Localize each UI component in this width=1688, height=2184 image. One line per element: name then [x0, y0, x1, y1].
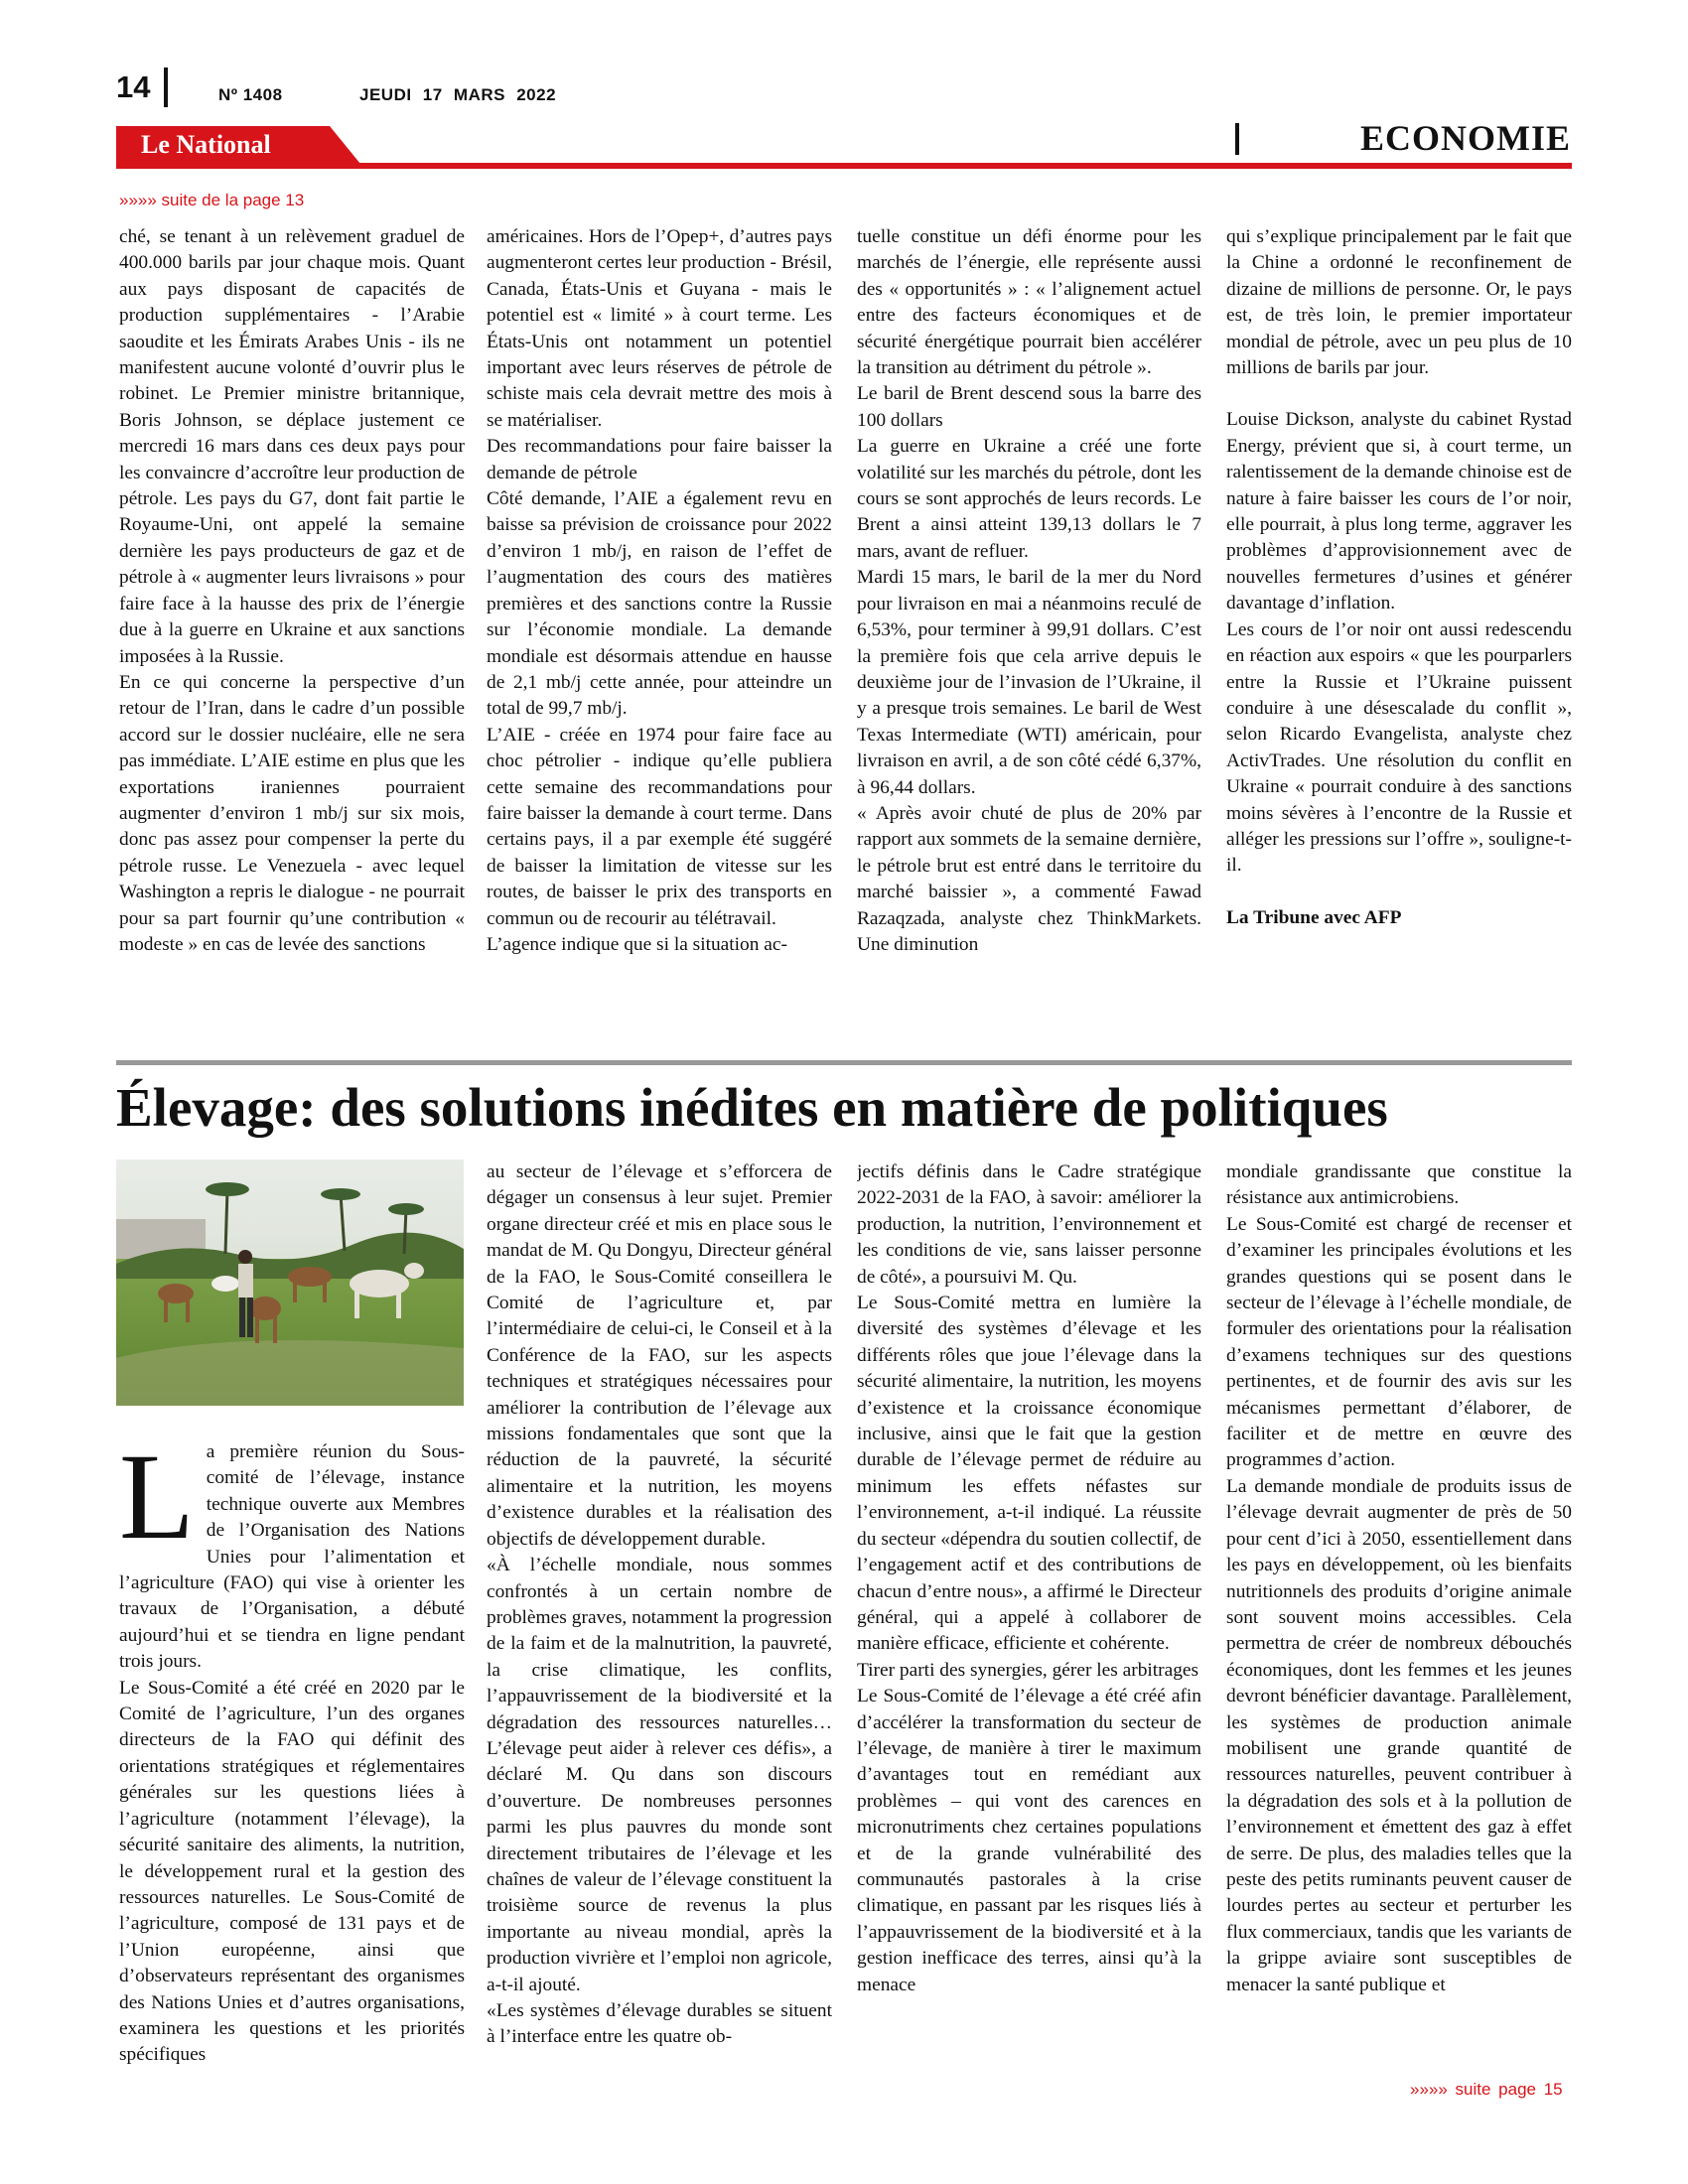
paragraph: L’AIE - créée en 1974 pour faire face au choc pétrolier - indique qu’elle publiera cette semaine des recommandations pour faire baisser la demande à court terme. Dans certains pays, il a par exemple été suggéré de baisser la limitation de vitesse sur les routes, de baisser le prix des transports en commun ou de recourir au télétravail. [487, 724, 832, 929]
paragraph: mondiale grandissante que constitue la résistance aux antimicrobiens. [1226, 1161, 1572, 1209]
paragraph-text: a première réunion du Sous-comité de l’élevage, instance technique ouverte aux Membres de l’Organisation des Nations Unies pour l’alimentation et l’agriculture (FAO) qui vise à orienter les travaux de l’Organisation, a débuté aujourd’hui et se tiendra en ligne pendant trois jours. [119, 1441, 465, 1673]
article-credit: La Tribune avec AFP [1226, 906, 1402, 928]
dropcap: L [119, 1439, 195, 1565]
paragraph: américaines. Hors de l’Opep+, d’autres pays augmenteront certes leur production - Brésil, Canada, États-Unis et Guyana - mais le potentiel est « limité » à court terme. Les États-Unis ont notamment un potentiel important avec leurs réserves de pétrole de schiste mais cela devrait mettre des mois à se matérialiser. [487, 226, 832, 431]
paragraph: En ce qui concerne la perspective d’un retour de l’Iran, dans le cadre d’un possible accord sur le dossier nucléaire, elle ne sera pas immédiate. L’AIE estime en plus que les exportations iraniennes pourraient augmenter d’environ 1 mb/j sur six mois, donc pas assez pour compenser la perte du pétrole russe. Le Venezuela - avec lequel Washington a repris le dialogue - ne pourrait pour sa part fournir qu’une contribution « modeste » en cas de levée des sanctions [119, 671, 465, 955]
paragraph: Le Sous-Comité de l’élevage a été créé afin d’accélérer la transformation du secteur de l’élevage, de manière à tirer le maximum d’avantages tout en remédiant aux problèmes – qui vont des carences en micronutriments chez certaines populations et de la grande vulnérabilité des communautés pastorales à la crise climatique, en passant par les risques liés à l’appauvrissement de la biodiversité et à la gestion inefficace des terres, ainsi qu’à la menace [857, 1686, 1201, 1995]
article-column-2 [487, 1160, 832, 2075]
subheading: Tirer parti des synergies, gérer les arbitrages [857, 1659, 1199, 1681]
paragraph: La guerre en Ukraine a créé une forte volatilité sur les marchés du pétrole, dont les cours se sont approchés de leurs records. Le Brent a ainsi atteint 139,13 dollars le 7 mars, avant de refluer. [857, 436, 1201, 562]
continued-to-link[interactable]: »»»» suite page 15 [1410, 2080, 1563, 2099]
article-column-1 [119, 1439, 465, 2075]
cattle-photo [116, 1160, 464, 1406]
paragraph [119, 1439, 465, 1676]
page-number-divider [164, 68, 168, 107]
paragraph: Côté demande, l’AIE a également revu en baisse sa prévision de croissance pour 2022 d’environ 1 mb/j, en raison de l’effet de l’augmentation des cours des matières premières et des sanctions contre la Russie sur l’économie mondiale. La demande mondiale est désormais attendue en hausse de 2,1 mb/j cette année, pour atteindre un total de 99,7 mb/j. [487, 488, 832, 720]
article-column-3 [857, 1160, 1201, 2075]
subheading: Le baril de Brent descend sous la barre des 100 dollars [857, 383, 1201, 431]
article-column-1 [119, 224, 465, 1046]
paragraph: «Les systèmes d’élevage durables se situent à l’interface entre les quatre ob- [487, 2000, 832, 2048]
paragraph: au secteur de l’élevage et s’efforcera de dégager un consensus à leur sujet. Premier organe directeur créé et mis en place sous le mandat de M. Qu Dongyu, Directeur général de la FAO, le Sous-Comité conseillera le Comité de l’agriculture et, par l’intermédiaire de celui-ci, le Conseil et à la Conférence de la FAO, sur les aspects techniques et stratégiques nécessaires pour améliorer la contribution de l’élevage aux missions fondamentales que sont que la réduction de la pauvreté, la sécurité alimentaire et la nutrition, les moyens d’existence durables et la réalisation des objectifs de développement durable. [487, 1161, 832, 1550]
paragraph: jectifs définis dans le Cadre stratégique 2022-2031 de la FAO, à savoir: améliorer la production, la nutrition, l’environnement et les conditions de vie, sans laisser personne de côté», a poursuivi M. Qu. [857, 1161, 1201, 1288]
article-column-2 [487, 224, 832, 1046]
issue-date: JEUDI 17 MARS 2022 [359, 85, 557, 104]
paragraph: L’agence indique que si la situation ac- [487, 933, 787, 955]
brand-name: Le National [141, 130, 271, 159]
issue-number: Nº 1408 [218, 85, 283, 104]
continued-from-link[interactable]: »»»» suite de la page 13 [119, 191, 305, 209]
paragraph: Louise Dickson, analyste du cabinet Rystad Energy, prévient que si, à court terme, un ralentissement de la demande chinoise est de nature à faire baisser les cours de l’or noir, elle pourrait, à plus long terme, aggraver les problèmes d’approvisionnement avec de nouvelles fermetures d’usines et générer davantage d’inflation. [1226, 409, 1572, 614]
paragraph: ché, se tenant à un relèvement graduel de 400.000 barils par jour chaque mois. Quant aux pays disposant de capacités de production supplémentaires - l’Arabie saoudite et les Émirats Arabes Unis - ils ne manifestent aucune volonté d’ouvrir plus le robinet. Le Premier ministre britannique, Boris Johnson, se déplace justement ce mercredi 16 mars dans ces deux pays pour les convaincre d’accroître leur production de pétrole. Les pays du G7, dont fait partie le Royaume-Uni, ont appelé la semaine dernière les pays producteurs de gaz et de pétrole à « augmenter leurs livraisons » pour faire face à la hausse des prix de l’énergie due à la guerre en Ukraine et aux sanctions imposées à la Russie. [119, 226, 465, 667]
paragraph: «À l’échelle mondiale, nous sommes confrontés à un certain nombre de problèmes graves, notamment la progression de la faim et de la malnutrition, la pauvreté, la crise climatique, les conflits, l’appauvrissement de la biodiversité et la dégradation des ressources naturelles… L’élevage peut aider à relever ces défis», a déclaré M. Qu dans son discours d’ouverture. De nombreuses personnes parmi les plus pauvres du monde sont directement tributaires de l’élevage et les chaînes de valeur de l’élevage constituent la troisième source de revenus la plus importante au niveau mondial, après la production vivrière et l’emploi non agricole, a-t-il ajouté. [487, 1555, 832, 1995]
paragraph: Les cours de l’or noir ont aussi redescendu en réaction aux espoirs « que les pourparlers entre la Russie et l’Ukraine puissent conduire à une désescalade du conflit », selon Ricardo Evangelista, analyste chez ActivTrades. Une résolution du conflit en Ukraine « pourrait conduire à des sanctions moins sévères à l’encontre de la Russie et alléger les pressions sur l’offre », souligne-t-il. [1226, 618, 1572, 877]
section-title: ECONOMIE [1360, 118, 1572, 158]
article-column-3 [857, 224, 1201, 1046]
paragraph: « Après avoir chuté de plus de 20% par rapport aux sommets de la semaine dernière, le pétrole brut est entré dans le territoire du marché baissier », a commenté Fawad Razaqzada, analyste chez ThinkMarkets. Une diminution [857, 802, 1201, 955]
paragraph: Le Sous-Comité mettra en lumière la diversité des systèmes d’élevage et les différents rôles que joue l’élevage dans la sécurité alimentaire, la nutrition, les moyens d’existence et la croissance économique inclusive, ainsi que le fait que la gestion durable de l’élevage permet de réduire au minimum les effets néfastes sur l’environnement, a-t-il indiqué. La réussite du secteur «dépendra du soutien collectif, de l’engagement actif et des contributions de chacun d’entre nous», a affirmé le Directeur général, qui a appelé à collaborer de manière efficace, efficiente et cohérente. [857, 1293, 1201, 1655]
article-column-4 [1226, 1160, 1572, 2075]
subheading: Des recommandations pour faire baisser la demande de pétrole [487, 436, 832, 483]
paragraph: qui s’explique principalement par le fait que la Chine a ordonné le reconfinement de dizaine de millions de personne. Or, le pays est, de très loin, le premier importateur mondial de pétrole, avec un peu plus de 10 millions de barils par jour. [1226, 226, 1572, 379]
article-headline: Élevage: des solutions inédites en matière de politiques [116, 1077, 1388, 1138]
paragraph: Mardi 15 mars, le baril de la mer du Nord pour livraison en mai a néanmoins reculé de 6,53%, pour terminer à 99,91 dollars. C’est la première fois que cela arrive depuis le deuxième jour de l’invasion de l’Ukraine, il y a presque trois semaines. Le baril de West Texas Intermediate (WTI) américain, pour livraison en avril, a de son côté cédé 6,37%, à 96,44 dollars. [857, 567, 1201, 798]
paragraph: La demande mondiale de produits issus de l’élevage devrait augmenter de près de 50 pour cent d’ici à 2050, essentiellement dans les pays en développement, où les bienfaits nutritionnels des produits d’origine animale sont souvent moins accessibles. Cela permettra de créer de nombreux débouchés économiques, dont les femmes et les jeunes devront bénéficier davantage. Parallèlement, les systèmes de production animale mobilisent une grande quantité de ressources naturelles, peuvent contribuer à la dégradation des sols et à la pollution de l’environnement et émettent des gaz à effet de serre. De plus, des maladies telles que la peste des petits ruminants peuvent causer de lourdes pertes au secteur et perturber les flux commerciaux, tandis que les variants de la grippe aviaire sont susceptibles de menacer la santé publique et [1226, 1475, 1572, 1995]
paragraph: tuelle constitue un défi énorme pour les marchés de l’énergie, elle représente aussi des « opportunités » : « l’alignement actuel entre des facteurs économiques et de sécurité énergétique pourrait bien accélérer la transition au détriment du pétrole ». [857, 226, 1201, 379]
paragraph: Le Sous-Comité est chargé de recenser et d’examiner les principales évolutions et les grandes questions qui se posent dans le secteur de l’élevage à l’échelle mondiale, de formuler des orientations pour la réalisation d’examens techniques sur des questions pertinentes, et de fournir des avis sur les mécanismes permettant d’élaborer, de faciliter et de mettre en œuvre des programmes d’action. [1226, 1213, 1572, 1471]
paragraph: Le Sous-Comité a été créé en 2020 par le Comité de l’agriculture, l’un des organes directeurs de la FAO qui définit des orientations stratégiques et réglementaires générales sur les questions liées à l’agriculture (notamment l’élevage), la sécurité sanitaire des aliments, la nutrition, le développement rural et la gestion des ressources naturelles. Le Sous-Comité de l’agriculture, composé de 131 pays et de l’Union européenne, ainsi que d’observateurs représentant des organismes des Nations Unies et d’autres organisations, examinera les questions et les priorités spécifiques [119, 1677, 465, 2066]
section-divider [1235, 123, 1239, 155]
page-number: 14 [116, 69, 151, 104]
article-separator [116, 1060, 1572, 1065]
article-column-4 [1226, 224, 1572, 1046]
